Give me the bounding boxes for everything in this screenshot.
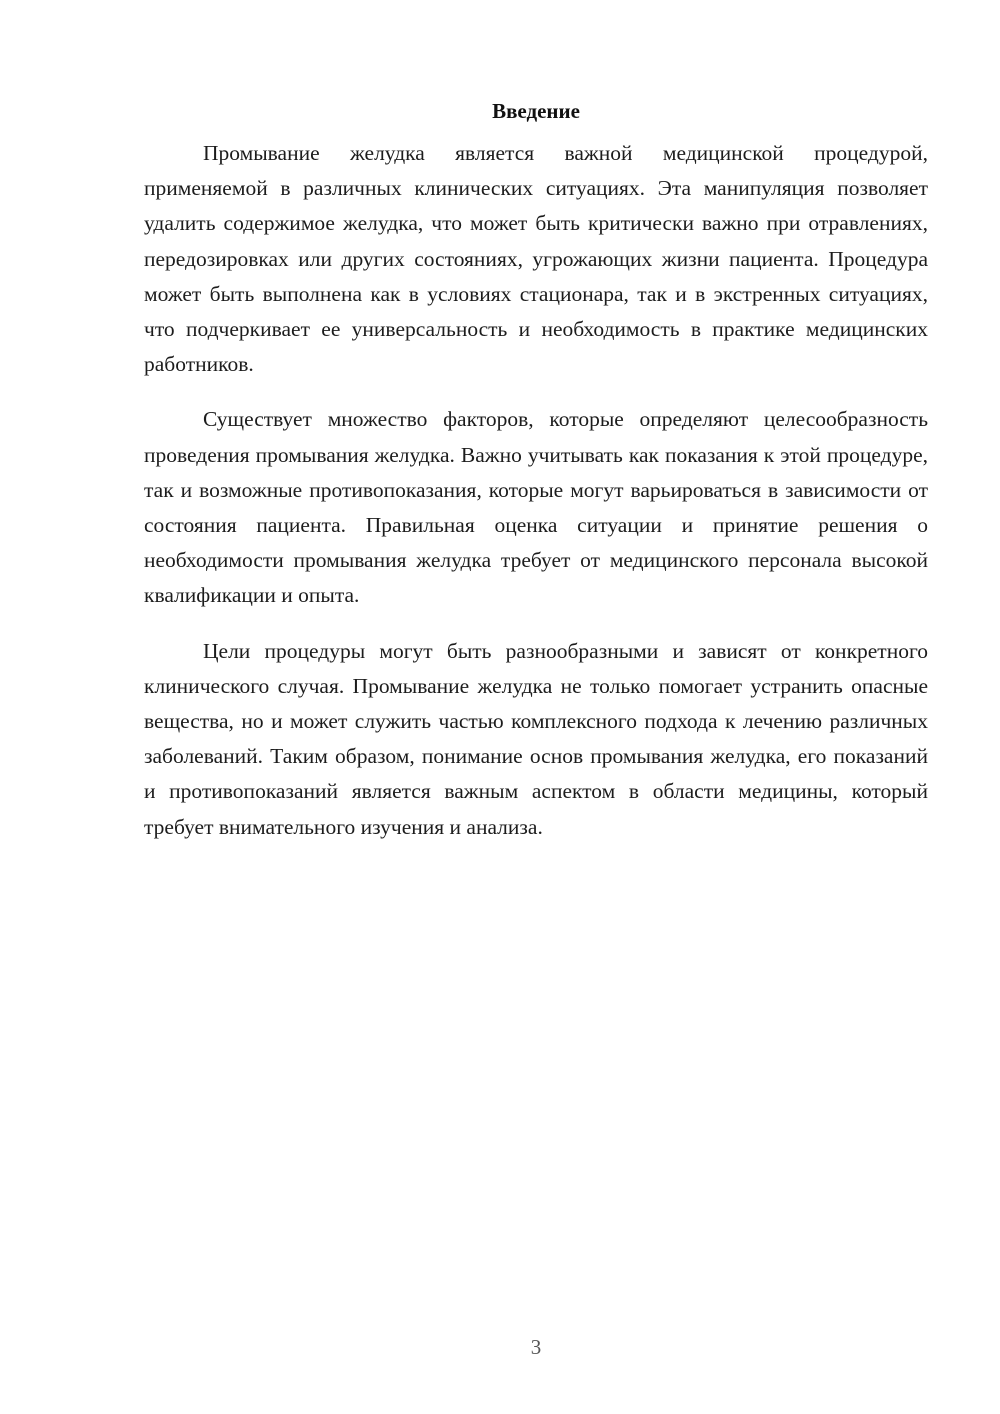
section-heading: Введение (492, 99, 580, 123)
paragraph-3: Цели процедуры могут быть разнообразными и зависят от конкретного клинического случая. Промывание желудка не только помогает устранить опасные вещества, но и может служить частью комплексного подхода к лечению различных заболеваний. Таким образом, понимание основ промывания желудка, его показаний и противопоказаний является важным аспектом в области медицины, который требует внимательного изучения и анализа. (144, 638, 928, 839)
paragraph-2: Существует множество факторов, которые определяют целесообразность проведения промывания желудка. Важно учитывать как показания к этой процедуре, так и возможные противопоказания, которые могут варьироваться в зависимости от состояния пациента. Правильная оценка ситуации и принятие решения о необходимости промывания желудка требует от медицинского персонала высокой квалификации и опыта. (144, 407, 928, 608)
page-number: 3 (530, 1335, 542, 1359)
paragraph-1: Промывание желудка является важной медицинской процедурой, применяемой в различных клинических ситуациях. Эта манипуляция позволяет удалить содержимое желудка, что может быть критически важно при отравлениях, передозировках или других состояниях, угрожающих жизни пациента. Процедура может быть выполнена как в условиях стационара, так и в экстренных ситуациях, что подчеркивает ее универсальность и необходимость в практике медицинских работников. (144, 141, 928, 377)
page-content (144, 96, 928, 865)
